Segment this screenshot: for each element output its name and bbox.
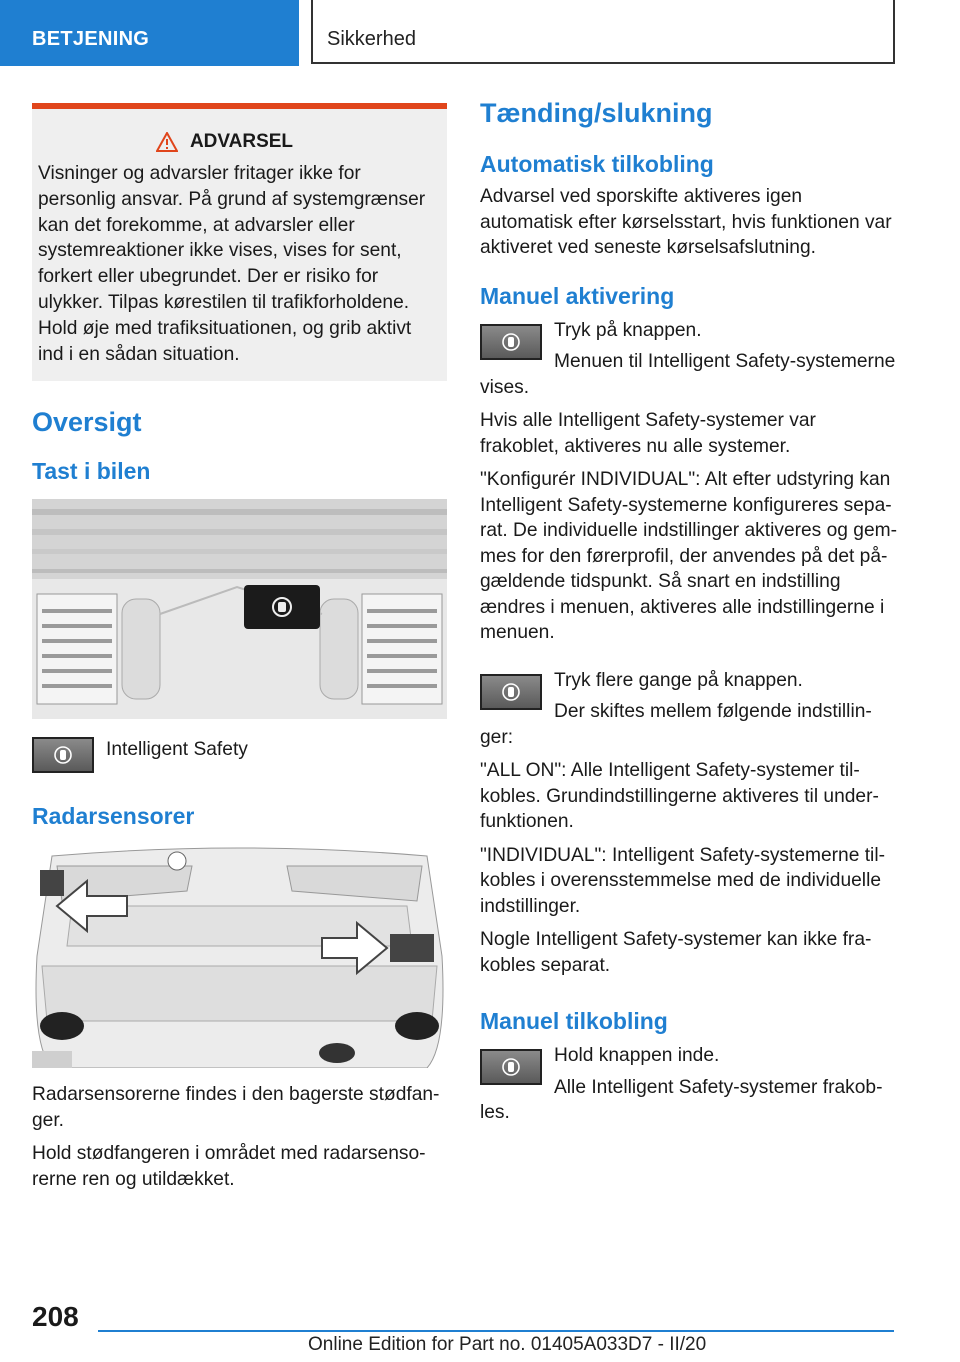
right-column bbox=[480, 98, 898, 1126]
warning-title bbox=[10, 131, 439, 153]
warning-title-text: ADVARSEL bbox=[189, 131, 294, 152]
radar-paragraph-1: Radarsensorerne findes i den bagerste stødfanger. bbox=[32, 1084, 440, 1131]
step-3 bbox=[480, 1043, 898, 1126]
all-on-paragraph: "ALL ON": Alle Intelligent Safety-systemer tilkobles. Grundindstillingerne aktiveres til underfunktionen. bbox=[480, 760, 879, 832]
step-2-text-a: Tryk flere gange på knappen. bbox=[554, 669, 803, 691]
warning-triangle-icon bbox=[156, 132, 178, 152]
step-1-text-a: Tryk på knappen. bbox=[554, 319, 702, 341]
dashboard-button-image bbox=[32, 499, 447, 719]
footer-divider bbox=[98, 1330, 894, 1332]
individual-setting-paragraph: "INDIVIDUAL": Intelligent Safety-systemerne tilkobles i overensstemmelse med de individuelle indstillinger. bbox=[480, 844, 885, 917]
header-section: BETJENING bbox=[0, 0, 299, 66]
intelligent-safety-button-icon bbox=[480, 324, 542, 360]
rear-bumper-radar-image bbox=[32, 846, 447, 1068]
heading-tast-i-bilen: Tast i bilen bbox=[32, 458, 151, 485]
all-off-paragraph: Hvis alle Intelligent Safety-systemer var frakoblet, aktiveres nu alle systemer. bbox=[480, 410, 816, 457]
edition-note: Online Edition for Part no. 01405A033D7 - II/20 bbox=[308, 1334, 707, 1355]
warning-box bbox=[32, 103, 447, 381]
auto-paragraph: Advarsel ved sporskifte aktiveres igen automatisk efter kørselsstart, hvis funktionen var aktiveret ved seneste kørselsafslutning. bbox=[480, 186, 892, 258]
heading-radarsensorer: Radarsensorer bbox=[32, 803, 195, 830]
heading-oversigt: Oversigt bbox=[32, 407, 142, 438]
heading-taending-slukning: Tænding/slukning bbox=[480, 98, 713, 128]
intelligent-safety-button-icon bbox=[480, 674, 542, 710]
step-2 bbox=[480, 668, 898, 751]
step-1 bbox=[480, 318, 898, 401]
heading-manuel-tilkobling: Manuel tilkobling bbox=[480, 1008, 668, 1034]
step-2-text-b: Der skiftes mellem følgende indstillinger: bbox=[480, 701, 872, 748]
heading-automatisk-tilkobling: Automatisk tilkobling bbox=[480, 151, 714, 177]
heading-manuel-aktivering: Manuel aktivering bbox=[480, 282, 675, 309]
header-chapter: Sikkerhed bbox=[311, 0, 895, 64]
radar-paragraph-2: Hold stødfangeren i området med radarsensorerne ren og utildækket. bbox=[32, 1143, 426, 1190]
page-number: 208 bbox=[32, 1301, 79, 1332]
warning-text: Visninger og advarsler fritager ikke for personlig ansvar. På grund af systemgrænser kan det forekomme, at advarsler eller systemreaktioner ikke vises, vises for sent, forkert eller ubegrundet. Der er risiko for ulykker. Tilpas kørestilen til trafikforholdene. Hold øje med trafiksituationen, og grib aktivt ind i en sådan situation. bbox=[38, 163, 426, 365]
step-1-text-b: Menuen til Intelligent Safety-systemerne vises. bbox=[480, 351, 896, 398]
intelligent-safety-row bbox=[32, 735, 447, 777]
intelligent-safety-button-icon bbox=[480, 1049, 542, 1085]
step-3-text-a: Hold knappen inde. bbox=[554, 1045, 720, 1066]
intelligent-safety-button-icon bbox=[32, 737, 94, 773]
step-3-text-b: Alle Intelligent Safety-systemer frakobles. bbox=[480, 1076, 883, 1123]
intelligent-safety-caption: Intelligent Safety bbox=[106, 739, 248, 761]
individual-paragraph: "Konfigurér INDIVIDUAL": Alt efter udstyring kan Intelligent Safety-systemerne konfigureres separat. De individuelle indstillinger aktiveres og gemmes for den førerprofil, der anvendes på det pågældende tidspunkt. Så snart en indstilling ændres i menuen, aktiveres alle indstillingerne i menuen. bbox=[480, 469, 897, 643]
some-systems-paragraph: Nogle Intelligent Safety-systemer kan ikke frakobles separat. bbox=[480, 929, 872, 976]
left-column bbox=[32, 103, 447, 1192]
